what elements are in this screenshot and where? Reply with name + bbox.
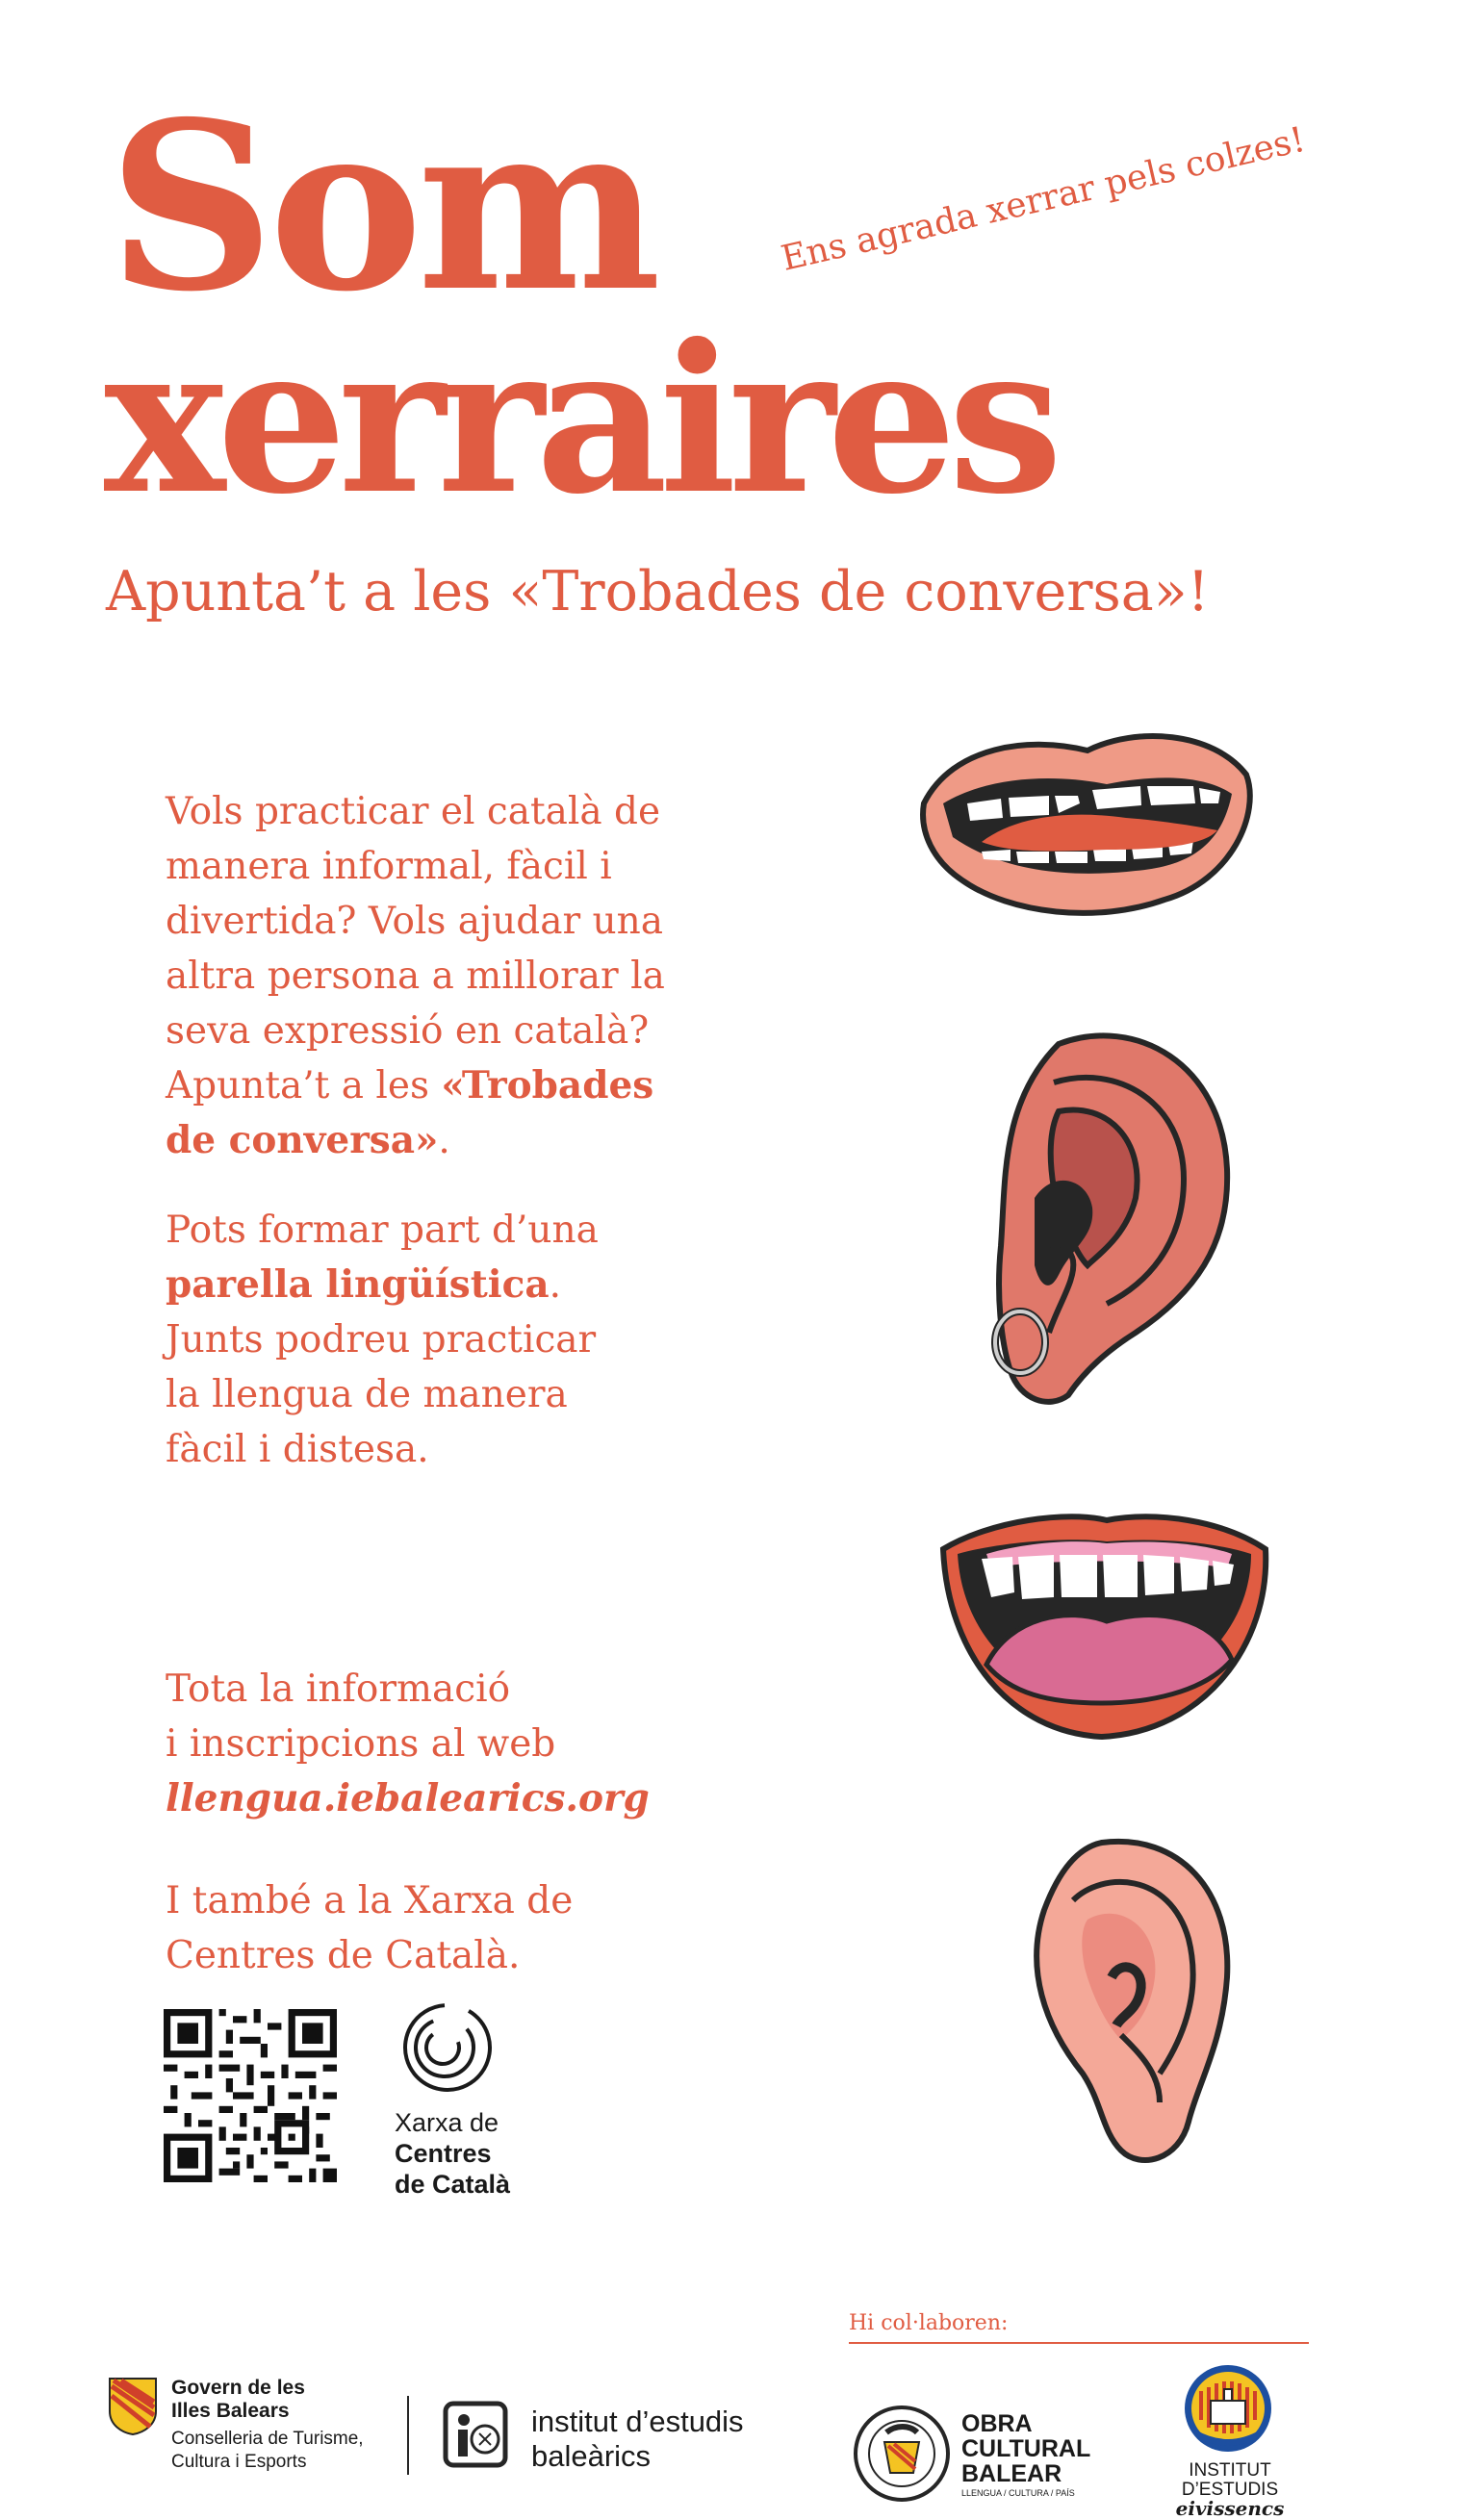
intro-highlight: «Trobades	[441, 1063, 654, 1107]
iee-emblem-icon	[1182, 2362, 1274, 2455]
pair-paragraph	[166, 1203, 781, 1477]
pair-line: Junts podreu practicar	[166, 1318, 597, 1362]
ocb-logo	[852, 2404, 1121, 2509]
info-line: Tota la informació	[166, 1667, 511, 1711]
pair-highlight: parella lingüística	[166, 1262, 550, 1307]
tagline: Ens agrada xerrar pels colzes!	[778, 119, 1309, 279]
ear-with-earring-illustration	[982, 1025, 1241, 1410]
ocb-sub: LLENGUA / CULTURA / PAÍS	[961, 2488, 1075, 2498]
intro-line: manera informal, fàcil i	[166, 845, 612, 888]
network-line: I també a la Xarxa de	[166, 1879, 574, 1922]
ocb-seal-icon	[852, 2404, 952, 2504]
xarxa-line2: Centres	[395, 2139, 492, 2168]
qr-code[interactable]	[164, 2009, 337, 2182]
footer-divider	[407, 2396, 409, 2475]
collab-divider	[849, 2342, 1309, 2344]
govern-name-2: Illes Balears	[171, 2400, 290, 2422]
iee-line1: INSTITUT	[1189, 2460, 1271, 2481]
govern-name-1: Govern de les	[171, 2377, 305, 2399]
intro-highlight-2: de conversa»	[166, 1118, 439, 1162]
pair-dot: .	[549, 1263, 562, 1307]
ear-light-illustration	[1015, 1833, 1237, 2170]
ocb-line3: BALEAR	[961, 2460, 1062, 2487]
pair-line: la llengua de manera	[166, 1373, 568, 1416]
iee-line2: D’ESTUDIS	[1181, 2480, 1279, 2500]
intro-paragraph	[166, 784, 781, 1168]
intro-line: seva expressió en català?	[166, 1009, 650, 1053]
info-paragraph	[166, 1662, 781, 1826]
network-line: Centres de Català.	[166, 1934, 521, 1977]
intro-line: Vols practicar el català de	[166, 790, 661, 833]
info-line: i inscripcions al web	[166, 1722, 556, 1766]
intro-dot: .	[438, 1119, 450, 1162]
title-line-2: xerraires	[104, 299, 1055, 539]
govern-shield-icon	[108, 2377, 158, 2436]
mouth-smirk-illustration	[914, 707, 1261, 929]
xarxa-line1: Xarxa de	[395, 2108, 499, 2137]
collab-label: Hi col·laboren:	[849, 2311, 1009, 2335]
xarxa-logo	[395, 1999, 568, 2199]
pair-line: Pots formar part d’una	[166, 1209, 599, 1252]
intro-line: altra persona a millorar la	[166, 955, 665, 998]
mouth-open-illustration	[934, 1501, 1280, 1751]
ocb-line2: CULTURAL	[961, 2435, 1091, 2462]
govern-dept-1: Conselleria de Turisme,	[171, 2429, 364, 2449]
subtitle: Apunta’t a les «Trobades de conversa»!	[106, 560, 1210, 624]
ieb-line2: baleàrics	[531, 2439, 652, 2473]
govern-dept-2: Cultura i Esports	[171, 2452, 307, 2472]
website-link[interactable]: llengua.iebalearics.org	[166, 1776, 650, 1820]
ieb-mark-icon	[443, 2401, 508, 2468]
ocb-line1: OBRA	[961, 2410, 1033, 2437]
spiral-icon	[395, 1999, 500, 2096]
intro-call-text: Apunta’t a les	[166, 1064, 442, 1107]
xarxa-line3: de Català	[395, 2170, 511, 2199]
ieb-logo	[443, 2401, 799, 2478]
iee-logo	[1155, 2362, 1309, 2520]
govern-logo	[108, 2377, 397, 2482]
iee-line3: eivissencs	[1175, 2497, 1285, 2520]
ieb-line1: institut d’estudis	[531, 2405, 744, 2438]
intro-line: divertida? Vols ajudar una	[166, 900, 664, 943]
network-paragraph	[166, 1873, 781, 1983]
title-line-1: Som	[108, 71, 656, 343]
pair-line: fàcil i distesa.	[166, 1428, 429, 1471]
